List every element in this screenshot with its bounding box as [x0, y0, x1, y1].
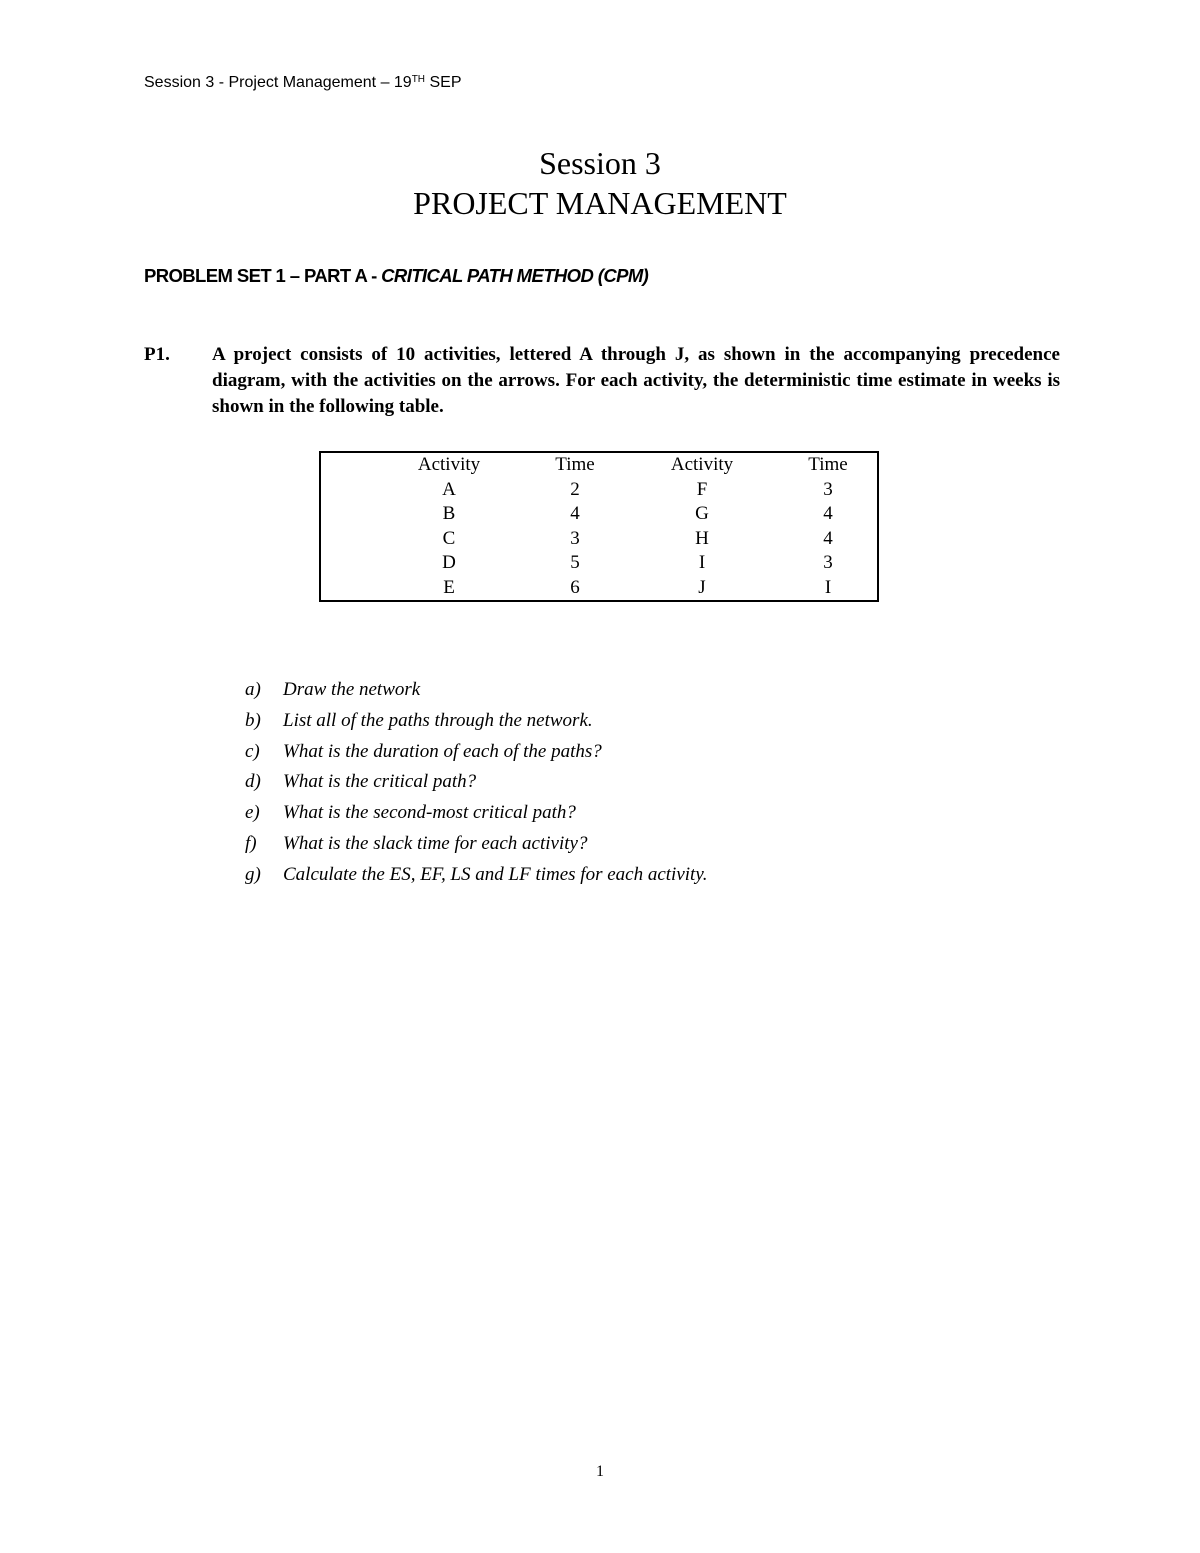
section-heading — [144, 263, 648, 289]
table-spacer — [320, 452, 373, 478]
title-block — [0, 143, 1200, 223]
question-letter: c) — [245, 740, 260, 762]
table-cell: E — [443, 576, 455, 598]
question-text: Draw the network — [283, 679, 421, 700]
running-header-superscript: TH — [411, 74, 426, 85]
table-cell: H — [695, 527, 709, 549]
activity-time-table-body — [320, 452, 878, 601]
page-title: PROJECT MANAGEMENT — [413, 185, 787, 221]
problem-statement: A project consists of 10 activities, lettered A through J, as shown in the accompanying precedence diagram, with the activities on the arrows. For each activity, the deterministic time estimate in weeks is shown in the following table. — [212, 344, 1060, 417]
table-cell: A — [442, 478, 456, 500]
table-cell: 4 — [570, 503, 580, 525]
question-letter: g) — [245, 863, 261, 885]
section-heading-label: PROBLEM SET 1 – PART A - — [144, 265, 382, 286]
table-row — [320, 502, 878, 527]
table-row — [320, 576, 878, 602]
activity-time-table — [319, 451, 879, 602]
running-header-suffix: SEP — [425, 74, 462, 91]
table-cell: J — [698, 576, 706, 598]
table-header-cell: Time — [808, 454, 848, 476]
running-header-text: Session 3 - Project Management – 19 — [144, 74, 412, 91]
table-header-cell: Time — [555, 454, 595, 476]
table-cell: 3 — [570, 527, 580, 549]
section-heading-topic: CRITICAL PATH METHOD (CPM) — [381, 265, 649, 286]
table-cell: G — [695, 503, 709, 525]
table-cell: 3 — [823, 478, 833, 500]
question-text: What is the slack time for each activity? — [283, 832, 588, 854]
table-spacer — [320, 551, 373, 576]
table-cell: 2 — [570, 478, 580, 500]
table-cell: B — [442, 503, 456, 525]
table-spacer — [320, 576, 373, 602]
table-spacer — [320, 478, 373, 503]
page-number: 1 — [596, 1463, 604, 1480]
table-header-cell: Activity — [670, 454, 734, 476]
table-cell: I — [698, 552, 706, 574]
table-cell: F — [696, 478, 708, 500]
question-letter: d) — [245, 771, 261, 793]
question-text: Calculate the ES, EF, LS and LF times for each activity. — [283, 863, 708, 885]
question-letter: e) — [245, 802, 260, 824]
table-cell: 3 — [823, 552, 833, 574]
question-text: What is the critical path? — [283, 771, 477, 793]
table-cell: 4 — [823, 527, 833, 549]
running-header — [144, 72, 462, 94]
question-text: List all of the paths through the network. — [283, 709, 593, 731]
question-text: What is the duration of each of the paths? — [283, 740, 602, 762]
table-cell: I — [824, 576, 832, 598]
question-letter: f) — [245, 832, 257, 854]
table-spacer — [320, 527, 373, 552]
table-cell: 5 — [570, 552, 580, 574]
table-cell: C — [442, 527, 456, 549]
session-title: Session 3 — [539, 145, 661, 181]
question-letter: b) — [245, 709, 261, 731]
table-header-cell: Activity — [417, 454, 481, 476]
problem-number: P1. — [144, 344, 170, 365]
table-cell: 4 — [823, 503, 833, 525]
table-row — [320, 478, 878, 503]
question-letter: a) — [245, 679, 261, 700]
question-text: What is the second-most critical path? — [283, 802, 576, 824]
table-row — [320, 527, 878, 552]
table-cell: D — [442, 552, 456, 574]
table-row — [320, 551, 878, 576]
table-header-row — [320, 452, 878, 478]
table-cell: 6 — [570, 576, 580, 598]
table-spacer — [320, 502, 373, 527]
